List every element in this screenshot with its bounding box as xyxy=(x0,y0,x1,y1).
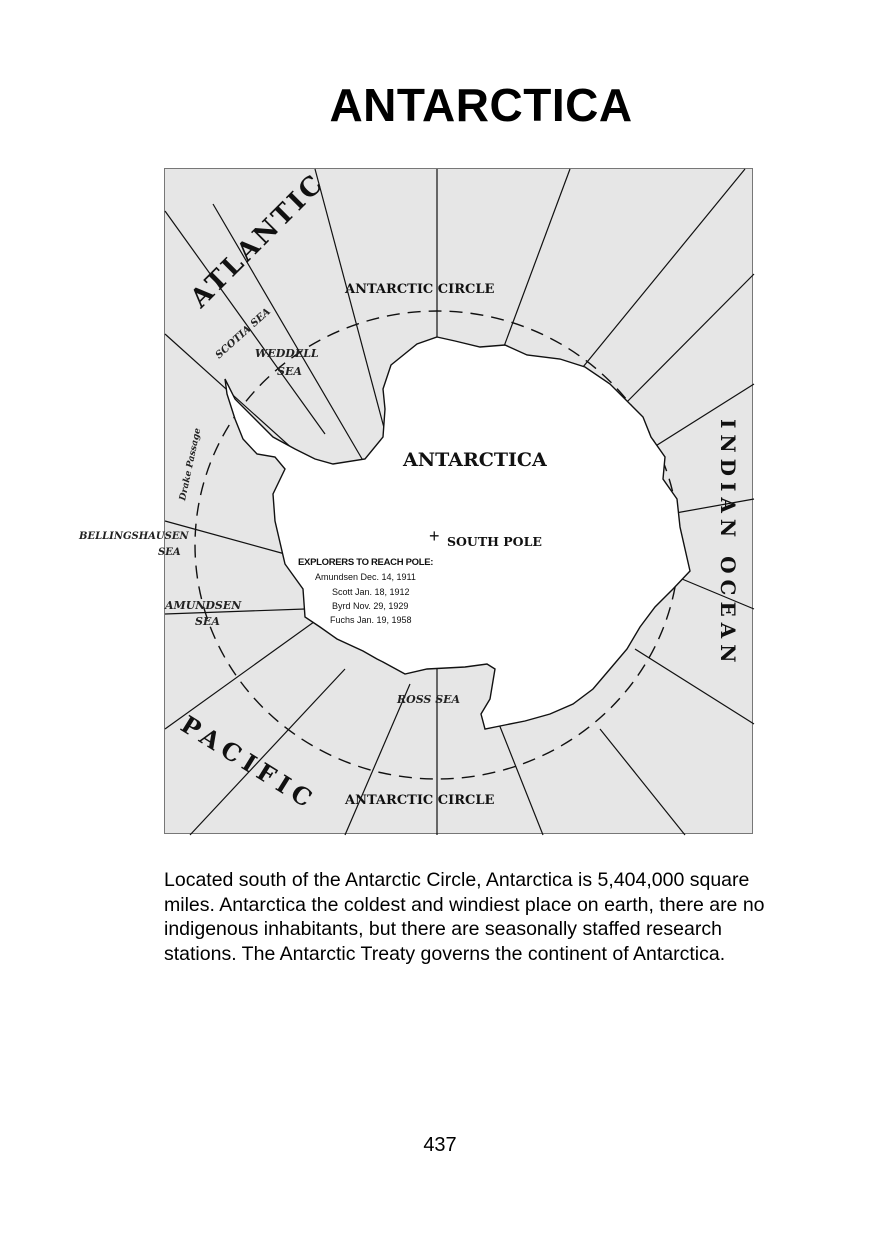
explorer-entry: Fuchs Jan. 19, 1958 xyxy=(330,615,412,625)
south-pole-label: SOUTH POLE xyxy=(447,534,542,549)
circle-label-top: ANTARCTIC CIRCLE xyxy=(345,282,495,297)
sea-label-amundsen-2: SEA xyxy=(195,615,220,628)
page-title: ANTARCTICA xyxy=(329,79,633,131)
sea-label-weddell-2: SEA xyxy=(277,365,302,378)
continent-shape xyxy=(225,337,690,729)
sea-label-weddell: WEDDELL xyxy=(255,347,319,360)
page-number: 437 xyxy=(423,1134,457,1156)
circle-label-bottom: ANTARCTIC CIRCLE xyxy=(345,793,495,808)
pole-marker: + xyxy=(429,526,440,546)
sea-label-bellingshausen-2: SEA xyxy=(158,547,181,558)
sea-label-ross: ROSS SEA xyxy=(397,693,461,706)
body-paragraph: Located south of the Antarctic Circle, Antarctica is 5,404,000 square miles. Antarctica the coldest and windiest place on earth, there are no indigenous inhabitants, but there are seasonally staffed research stations. The Antarctic Treaty governs the continent of Antarctica. xyxy=(164,869,765,965)
continent-label: ANTARCTICA xyxy=(403,449,547,471)
explorers-heading: EXPLORERS TO REACH POLE: xyxy=(298,557,434,568)
sea-label-amundsen: AMUNDSEN xyxy=(165,599,242,612)
sea-label-bellingshausen: BELLINGSHAUSEN xyxy=(79,531,189,542)
sea-label-scotia: SCOTIA SEA xyxy=(213,306,273,362)
antarctica-map xyxy=(79,167,753,834)
explorer-entry: Scott Jan. 18, 1912 xyxy=(332,587,410,597)
ocean-label-atlantic: ATLANTIC xyxy=(184,167,331,314)
ocean-label-pacific: PACIFIC xyxy=(175,709,323,817)
ocean-label-indian: INDIAN OCEAN xyxy=(716,419,740,669)
explorer-entry: Amundsen Dec. 14, 1911 xyxy=(315,572,416,582)
sea-label-drake: Drake Passage xyxy=(178,427,204,502)
explorer-entry: Byrd Nov. 29, 1929 xyxy=(332,601,409,611)
